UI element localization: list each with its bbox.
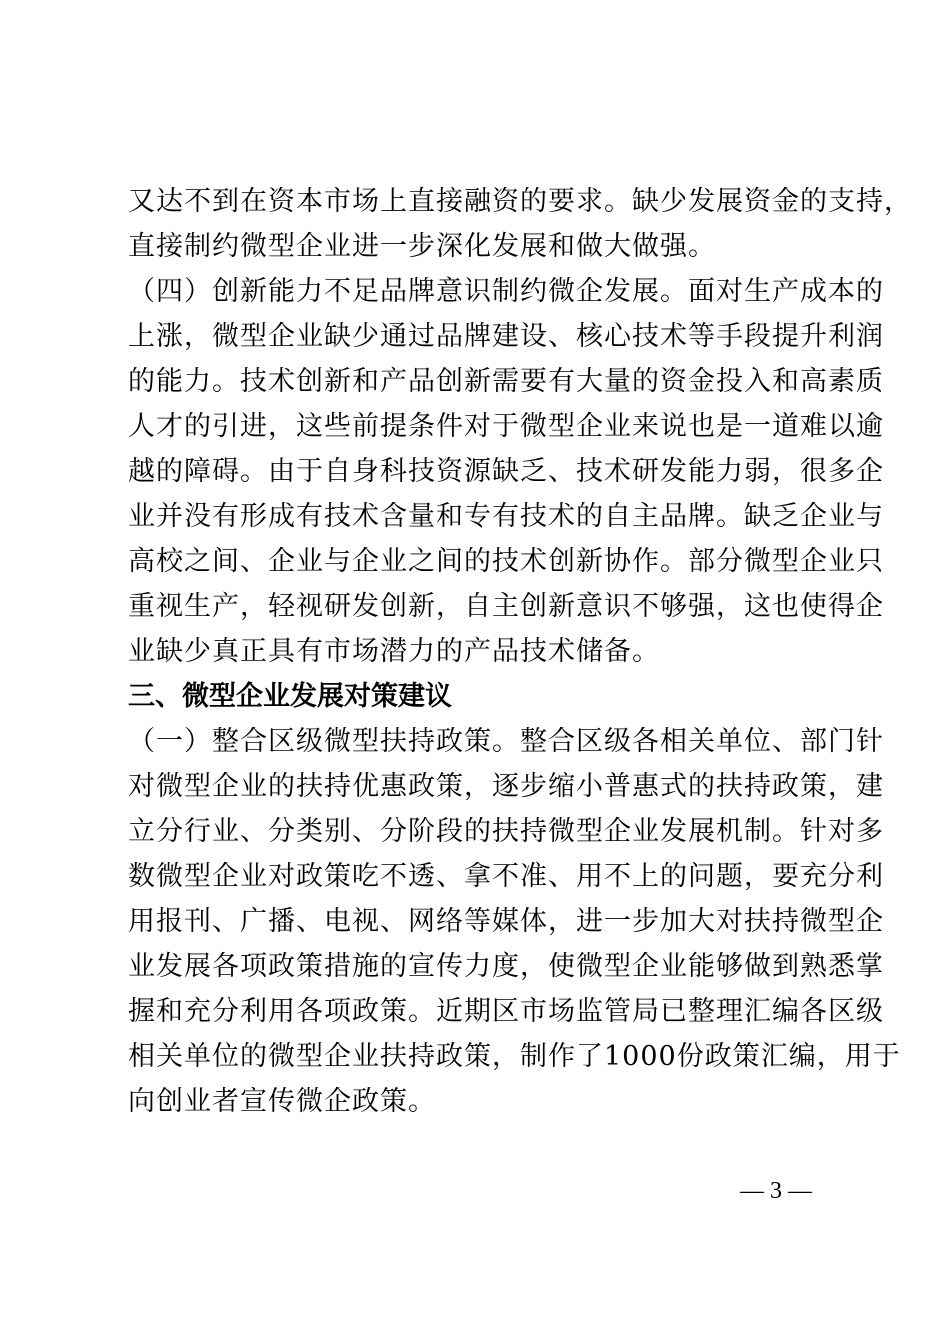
paragraph-3-line-7: 握和充分利用各项政策。近期区市场监管局已整理汇编各区级 (128, 996, 884, 1027)
paragraph-1-line-1: 又达不到在资本市场上直接融资的要求。缺少发展资金的支持， (128, 186, 912, 217)
paragraph-2-line-6: 业并没有形成有技术含量和专有技术的自主品牌。缺乏企业与 (128, 501, 884, 532)
paragraph-2-line-1: （四）创新能力不足品牌意识制约微企发展。面对生产成本的 (128, 276, 884, 307)
page-number: — 3 — (740, 1178, 812, 1204)
paragraph-3-line-2: 对微型企业的扶持优惠政策，逐步缩小普惠式的扶持政策，建 (128, 771, 884, 802)
paragraph-2-line-5: 越的障碍。由于自身科技资源缺乏、技术研发能力弱，很多企 (128, 456, 884, 487)
paragraph-3-line-5: 用报刊、广播、电视、网络等媒体，进一步加大对扶持微型企 (128, 906, 884, 937)
paragraph-3-line-1: （一）整合区级微型扶持政策。整合区级各相关单位、部门针 (128, 726, 884, 757)
paragraph-2-line-4: 人才的引进，这些前提条件对于微型企业来说也是一道难以逾 (128, 411, 884, 442)
paragraph-3-line-9: 向创业者宣传微企政策。 (128, 1086, 436, 1117)
section-heading: 三、微型企业发展对策建议 (128, 681, 452, 712)
paragraph-2-line-7: 高校之间、企业与企业之间的技术创新协作。部分微型企业只 (128, 546, 884, 577)
paragraph-3-line-4: 数微型企业对政策吃不透、拿不准、用不上的问题，要充分利 (128, 861, 884, 892)
paragraph-3-line-6: 业发展各项政策措施的宣传力度，使微型企业能够做到熟悉掌 (128, 951, 884, 982)
paragraph-2-line-8: 重视生产，轻视研发创新，自主创新意识不够强，这也使得企 (128, 591, 884, 622)
paragraph-2-line-9: 业缺少真正具有市场潜力的产品技术储备。 (128, 636, 660, 667)
paragraph-2-line-3: 的能力。技术创新和产品创新需要有大量的资金投入和高素质 (128, 366, 884, 397)
paragraph-3-line-3: 立分行业、分类别、分阶段的扶持微型企业发展机制。针对多 (128, 816, 884, 847)
paragraph-1-line-2: 直接制约微型企业进一步深化发展和做大做强。 (128, 231, 716, 262)
paragraph-3-line-8: 相关单位的微型企业扶持政策，制作了1000份政策汇编，用于 (128, 1041, 901, 1072)
paragraph-2-line-2: 上涨，微型企业缺少通过品牌建设、核心技术等手段提升利润 (128, 321, 884, 352)
